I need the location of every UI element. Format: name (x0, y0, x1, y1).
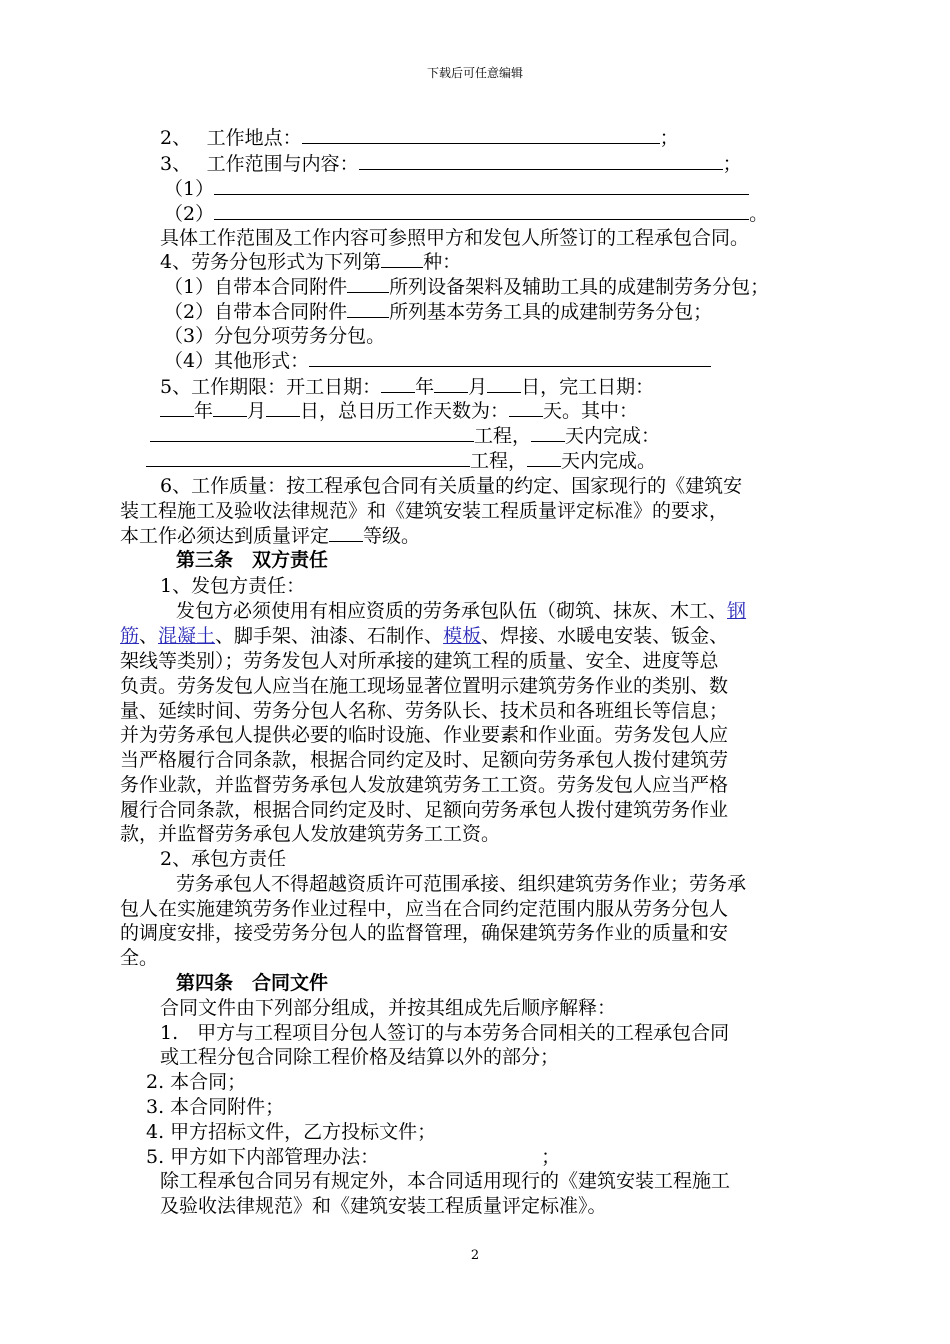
project-1-blank (150, 424, 474, 442)
days-label: 天。其中： (543, 400, 639, 422)
p1-line-1 (176, 599, 746, 623)
p1-line-2-end: 、焊接、水暖电安装、钣金、 (481, 625, 729, 647)
start-day-blank (487, 375, 521, 393)
within-days-label: 天内完成： (565, 425, 661, 447)
p2-line-1: 劳务承包人不得超越资质许可范围承接、组织建筑劳务作业；劳务承 (176, 873, 747, 895)
month-label-2: 月 (247, 400, 267, 422)
sub-item-1-blank (214, 177, 749, 195)
doc-5 (146, 1145, 560, 1169)
scope-note: 具体工作范围及工作内容可参照甲方和发包人所签订的工程承包合同。 (160, 227, 750, 249)
within-days-label-2: 天内完成。 (561, 450, 657, 472)
form-2 (164, 300, 712, 324)
item-2-number: 2、 (160, 127, 182, 149)
end-year-blank (160, 399, 194, 417)
form-1-blank (347, 275, 389, 293)
article-4-title: 第四条 合同文件 (176, 972, 329, 994)
sub-item-1 (164, 177, 749, 201)
day-label-2: 日，总日历工作天数为： (300, 400, 510, 422)
article-3-title: 第三条 双方责任 (176, 549, 329, 571)
doc-1-line-1: 1. 甲方与工程项目分包人签订的与本劳务合同相关的工程承包合同 (160, 1022, 730, 1044)
rebar-link-part-1[interactable]: 钢 (727, 600, 747, 622)
work-location-blank (302, 126, 660, 144)
item-2 (160, 126, 679, 150)
quality-grade-blank (329, 524, 363, 542)
p1-line-8: 务作业款，并监督劳务承包人发放建筑劳务工工资。劳务发包人应当严格 (120, 774, 729, 796)
day-label: 日，完工日期： (521, 376, 655, 398)
item-4-text: 4、劳务分包形式为下列第 (160, 251, 382, 273)
project-label-2: 工程， (470, 450, 528, 472)
formwork-link[interactable]: 模板 (443, 625, 482, 647)
item-3-label: 工作范围与内容： (206, 153, 359, 175)
item-2-label: 工作地点： (206, 127, 302, 149)
concrete-link[interactable]: 混凝土 (158, 625, 216, 647)
project-label: 工程， (474, 425, 532, 447)
doc-2: 2. 本合同； (146, 1071, 247, 1093)
form-choice-blank (381, 250, 423, 268)
item-6-line-3 (120, 524, 420, 548)
p1-line-5: 量、延续时间、劳务分包人名称、劳务队长、技术员和各班组长等信息； (120, 700, 729, 722)
p2-line-2: 包人在实施建筑劳务作业过程中，应当在合同约定范围内服从劳务分包人 (120, 898, 729, 920)
article-4-intro: 合同文件由下列部分组成，并按其组成先后顺序解释： (160, 997, 617, 1019)
form-2-text: （2）自带本合同附件 (164, 301, 348, 323)
item-4-end: 种： (423, 251, 462, 273)
doc-5-text: 5. 甲方如下内部管理办法： (146, 1146, 380, 1168)
page-number: 2 (470, 1248, 480, 1263)
form-2-blank (347, 300, 389, 318)
item-6-line-2: 装工程施工及验收法律规范》和《建筑安装工程质量评定标准》的要求， (120, 500, 729, 522)
start-year-blank (381, 375, 415, 393)
project-2-days-blank (527, 449, 561, 467)
article-3-item-2: 2、承包方责任 (160, 848, 287, 870)
item-2-end: ； (659, 127, 679, 149)
item-5-line-4 (146, 449, 656, 473)
sub-item-2-end: 。 (749, 203, 769, 225)
item-3-number: 3、 (160, 153, 182, 175)
item-3-end: ； (722, 153, 742, 175)
start-month-blank (434, 375, 468, 393)
sub-item-2 (164, 202, 768, 226)
p1-line-1-text: 发包方必须使用有相应资质的劳务承包队伍（砌筑、抹灰、木工、 (176, 600, 728, 622)
p1-line-7: 当严格履行合同条款，根据合同约定及时、足额向劳务承包人拨付建筑劳 (120, 749, 729, 771)
article-3-item-1: 1、发包方责任： (160, 575, 306, 597)
doc-1-line-2: 或工程分包合同除工程价格及结算以外的部分； (160, 1046, 560, 1068)
item-5-line-1 (160, 375, 654, 399)
p1-line-2 (120, 624, 728, 648)
end-month-blank (213, 399, 247, 417)
p2-line-3: 的调度安排，接受劳务分包人的监督管理，确保建筑劳务作业的质量和安 (120, 922, 729, 944)
p1-line-3: 架线等类别）；劳务发包人对所承接的建筑工程的质量、安全、进度等总 (120, 650, 719, 672)
rebar-link-part-2[interactable]: 筋 (120, 625, 140, 647)
p1-line-9: 履行合同条款，根据合同约定及时、足额向劳务承包人拨付建筑劳务作业 (120, 799, 729, 821)
project-2-blank (146, 449, 470, 467)
form-4-blank (309, 349, 711, 367)
item-5-line-3 (150, 424, 660, 448)
project-1-days-blank (531, 424, 565, 442)
item-5-text: 5、工作期限：开工日期： (160, 376, 382, 398)
item-3 (160, 152, 742, 176)
closing-line-1: 除工程承包合同另有规定外，本合同适用现行的《建筑安装工程施工 (160, 1170, 731, 1192)
sub-item-1-number: （1） (164, 178, 215, 200)
form-4 (164, 349, 711, 373)
p1-separator: 、 (139, 625, 159, 647)
year-label-2: 年 (194, 400, 214, 422)
p1-line-10: 款，并监督劳务承包人发放建筑劳务工工资。 (120, 823, 501, 845)
sub-item-2-number: （2） (164, 203, 215, 225)
doc-5-end: ； (541, 1146, 561, 1168)
doc-3: 3. 本合同附件； (146, 1096, 285, 1118)
total-days-blank (509, 399, 543, 417)
p1-line-6: 并为劳务承包人提供必要的临时设施、作业要素和作业面。劳务发包人应 (120, 724, 729, 746)
form-3: （3）分包分项劳务分包。 (164, 325, 386, 347)
item-5-line-2 (160, 399, 638, 423)
header-note: 下载后可任意编辑 (426, 66, 523, 80)
item-6-line-3-end: 等级。 (363, 525, 421, 547)
year-label: 年 (415, 376, 435, 398)
form-1-end: 所列设备架料及辅助工具的成建制劳务分包； (389, 276, 770, 298)
month-label: 月 (468, 376, 488, 398)
p2-line-4: 全。 (120, 947, 159, 969)
item-6-line-1: 6、工作质量：按工程承包合同有关质量的约定、国家现行的《建筑安 (160, 475, 743, 497)
p1-line-4: 负责。劳务发包人应当在施工现场显著位置明示建筑劳务作业的类别、数 (120, 675, 729, 697)
item-6-line-3-text: 本工作必须达到质量评定 (120, 525, 330, 547)
form-1-text: （1）自带本合同附件 (164, 276, 348, 298)
form-2-end: 所列基本劳务工具的成建制劳务分包； (389, 301, 713, 323)
sub-item-2-blank (214, 202, 749, 220)
item-4 (160, 250, 461, 274)
p1-line-2-mid: 、脚手架、油漆、石制作、 (215, 625, 444, 647)
doc-4: 4. 甲方招标文件，乙方投标文件； (146, 1121, 437, 1143)
closing-line-2: 及验收法律规范》和《建筑安装工程质量评定标准》。 (160, 1195, 607, 1217)
form-1 (164, 275, 769, 299)
end-day-blank (266, 399, 300, 417)
form-4-text: （4）其他形式： (164, 350, 310, 372)
work-scope-blank (359, 152, 723, 170)
